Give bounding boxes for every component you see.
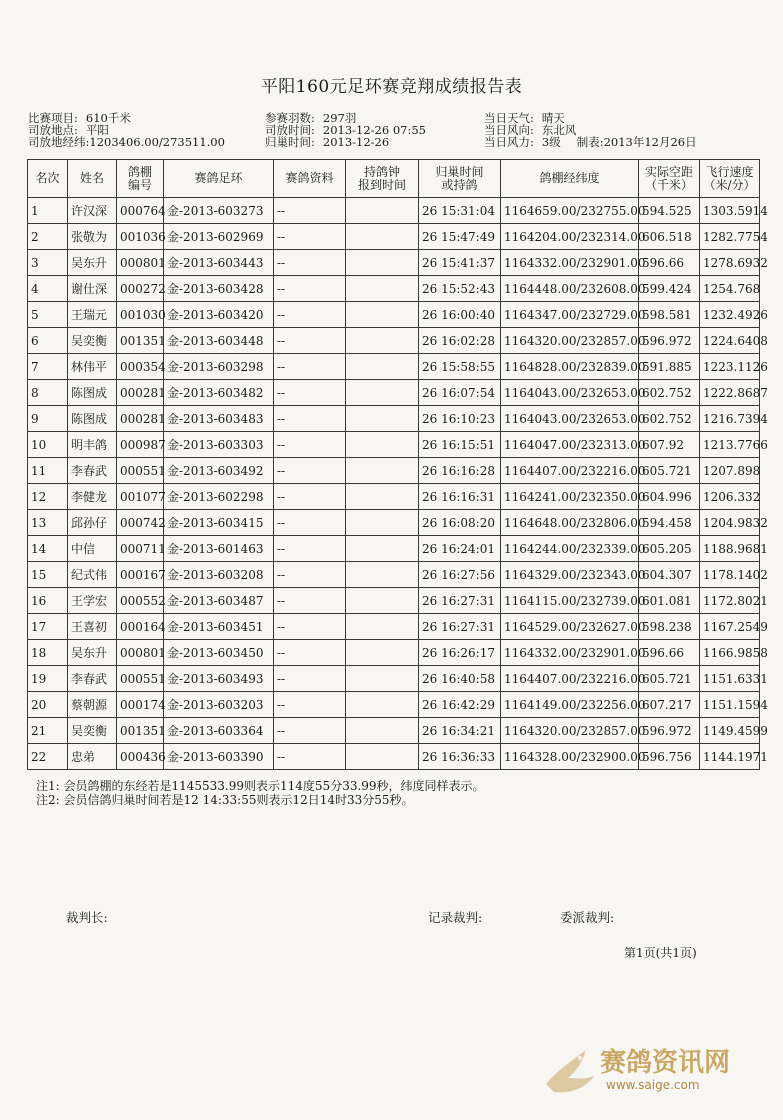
table-cell: 26 16:15:51: [419, 432, 501, 458]
table-cell: 12: [28, 484, 68, 510]
table-cell: [346, 588, 419, 614]
table-cell: 17: [28, 614, 68, 640]
table-cell: 1164115.00/232739.00: [501, 588, 639, 614]
table-cell: 1254.768: [700, 276, 760, 302]
watermark-logo: [540, 1036, 760, 1106]
table-cell: --: [274, 562, 346, 588]
table-cell: 18: [28, 640, 68, 666]
table-cell: 1178.1402: [700, 562, 760, 588]
table-cell: 4: [28, 276, 68, 302]
table-cell: --: [274, 666, 346, 692]
table-cell: --: [274, 510, 346, 536]
table-cell: 1164043.00/232653.00: [501, 380, 639, 406]
table-cell: 1164347.00/232729.00: [501, 302, 639, 328]
table-cell: 忠弟: [68, 744, 117, 770]
table-row: [28, 458, 760, 484]
table-cell: 1278.6932: [700, 250, 760, 276]
table-cell: 1188.9681: [700, 536, 760, 562]
column-header: 归巢时间 或持鸽: [419, 160, 501, 198]
table-row: [28, 718, 760, 744]
table-cell: 1204.9832: [700, 510, 760, 536]
table-cell: 596.972: [639, 328, 700, 354]
table-cell: 3: [28, 250, 68, 276]
column-header: 实际空距 （千米）: [639, 160, 700, 198]
table-cell: 金-2013-603428: [164, 276, 274, 302]
table-cell: 607.217: [639, 692, 700, 718]
table-cell: --: [274, 458, 346, 484]
table-cell: 606.518: [639, 224, 700, 250]
table-row: [28, 484, 760, 510]
table-cell: 596.66: [639, 250, 700, 276]
table-cell: --: [274, 302, 346, 328]
table-cell: 000742: [117, 510, 164, 536]
table-row: [28, 302, 760, 328]
table-cell: 金-2013-603298: [164, 354, 274, 380]
table-cell: 明丰鸽: [68, 432, 117, 458]
table-cell: 1282.7754: [700, 224, 760, 250]
table-cell: 金-2013-603493: [164, 666, 274, 692]
info-release-coords: 司放地经纬:1203406.00/273511.00: [28, 135, 225, 149]
table-cell: 1164043.00/232653.00: [501, 406, 639, 432]
table-cell: 26 16:00:40: [419, 302, 501, 328]
table-row: [28, 562, 760, 588]
table-cell: 1232.4926: [700, 302, 760, 328]
table-cell: 598.238: [639, 614, 700, 640]
table-cell: 604.307: [639, 562, 700, 588]
table-row: [28, 250, 760, 276]
table-cell: 000801: [117, 250, 164, 276]
table-cell: 000281: [117, 380, 164, 406]
table-cell: 10: [28, 432, 68, 458]
table-cell: [346, 354, 419, 380]
table-cell: 金-2013-603483: [164, 406, 274, 432]
table-cell: 001351: [117, 328, 164, 354]
table-cell: 26 15:41:37: [419, 250, 501, 276]
watermark-url: www.saige.com: [606, 1078, 700, 1092]
table-cell: 000552: [117, 588, 164, 614]
table-cell: 000764: [117, 198, 164, 224]
table-cell: 1164332.00/232901.00: [501, 640, 639, 666]
column-header: 赛鸽资料: [274, 160, 346, 198]
table-cell: 26 16:36:33: [419, 744, 501, 770]
record-judge-label: 记录裁判:: [428, 910, 483, 925]
table-cell: [346, 484, 419, 510]
table-cell: 26 16:16:28: [419, 458, 501, 484]
table-cell: 26 15:47:49: [419, 224, 501, 250]
table-cell: 605.721: [639, 666, 700, 692]
table-cell: 000987: [117, 432, 164, 458]
table-cell: 599.424: [639, 276, 700, 302]
table-cell: 金-2013-603420: [164, 302, 274, 328]
table-cell: 吴奕衡: [68, 718, 117, 744]
footnotes: [36, 779, 485, 807]
table-cell: --: [274, 692, 346, 718]
table-row: [28, 276, 760, 302]
table-cell: 26 16:27:31: [419, 614, 501, 640]
table-row: [28, 744, 760, 770]
table-cell: --: [274, 406, 346, 432]
table-cell: 1164320.00/232857.00: [501, 328, 639, 354]
table-cell: 1164407.00/232216.00: [501, 666, 639, 692]
table-cell: 1164448.00/232608.00: [501, 276, 639, 302]
column-header: 飞行速度 （米/分）: [700, 160, 760, 198]
table-cell: 000167: [117, 562, 164, 588]
table-row: [28, 354, 760, 380]
table-cell: [346, 328, 419, 354]
table-cell: 1224.6408: [700, 328, 760, 354]
column-header: 持鸽钟 报到时间: [346, 160, 419, 198]
table-cell: 吴东升: [68, 640, 117, 666]
column-header: 姓名: [68, 160, 117, 198]
info-race-item: 比赛项目: 610千米: [28, 111, 131, 125]
table-cell: --: [274, 614, 346, 640]
table-cell: 中信: [68, 536, 117, 562]
table-cell: 1164828.00/232839.00: [501, 354, 639, 380]
table-cell: 000354: [117, 354, 164, 380]
table-cell: 金-2013-603450: [164, 640, 274, 666]
table-cell: 1166.9858: [700, 640, 760, 666]
table-cell: 22: [28, 744, 68, 770]
table-cell: 001077: [117, 484, 164, 510]
table-cell: 邱孙仔: [68, 510, 117, 536]
table-cell: 000281: [117, 406, 164, 432]
table-cell: 金-2013-603492: [164, 458, 274, 484]
table-cell: 000711: [117, 536, 164, 562]
table-cell: 张敬为: [68, 224, 117, 250]
table-row: [28, 510, 760, 536]
table-row: [28, 224, 760, 250]
table-cell: 000551: [117, 666, 164, 692]
table-cell: 000436: [117, 744, 164, 770]
info-wind-force: 当日风力: 3级 制表:2013年12月26日: [484, 135, 697, 149]
table-cell: [346, 614, 419, 640]
table-cell: 1206.332: [700, 484, 760, 510]
footnote-1: 注1: 会员鸽棚的东经若是1145533.99则表示114度55分33.99秒，纬度同样表示。: [36, 779, 485, 793]
table-row: [28, 692, 760, 718]
table-cell: 000164: [117, 614, 164, 640]
table-cell: 1207.898: [700, 458, 760, 484]
table-cell: 000551: [117, 458, 164, 484]
table-cell: 1164149.00/232256.00: [501, 692, 639, 718]
table-cell: 1303.5914: [700, 198, 760, 224]
table-cell: 1144.1971: [700, 744, 760, 770]
info-block-left: [28, 112, 225, 148]
page-number: 第1页(共1页): [624, 946, 697, 960]
table-cell: 605.721: [639, 458, 700, 484]
table-cell: 1216.7394: [700, 406, 760, 432]
table-cell: 14: [28, 536, 68, 562]
column-header: 鸽棚经纬度: [501, 160, 639, 198]
table-cell: [346, 432, 419, 458]
table-cell: 1213.7766: [700, 432, 760, 458]
table-cell: 1222.8687: [700, 380, 760, 406]
table-cell: 26 16:34:21: [419, 718, 501, 744]
watermark-text: 赛鸽资讯网: [600, 1048, 731, 1078]
table-row: [28, 406, 760, 432]
table-cell: [346, 198, 419, 224]
table-cell: [346, 380, 419, 406]
table-cell: [346, 666, 419, 692]
table-cell: 1164329.00/232343.00: [501, 562, 639, 588]
table-cell: 金-2013-603448: [164, 328, 274, 354]
table-cell: 26 16:16:31: [419, 484, 501, 510]
table-cell: 001030: [117, 302, 164, 328]
table-row: [28, 380, 760, 406]
table-cell: 1164241.00/232350.00: [501, 484, 639, 510]
table-cell: 1164047.00/232313.00: [501, 432, 639, 458]
table-cell: 26 16:42:29: [419, 692, 501, 718]
info-block-right: [484, 112, 697, 148]
table-row: [28, 536, 760, 562]
table-cell: 26 16:24:01: [419, 536, 501, 562]
info-block-middle: [265, 112, 426, 148]
table-cell: 5: [28, 302, 68, 328]
table-cell: [346, 640, 419, 666]
table-cell: 金-2013-602969: [164, 224, 274, 250]
table-row: [28, 588, 760, 614]
table-cell: 001351: [117, 718, 164, 744]
table-cell: 1149.4599: [700, 718, 760, 744]
table-cell: [346, 744, 419, 770]
table-cell: --: [274, 640, 346, 666]
column-header: 鸽棚 编号: [117, 160, 164, 198]
table-cell: 591.885: [639, 354, 700, 380]
table-cell: 纪式伟: [68, 562, 117, 588]
table-cell: 594.458: [639, 510, 700, 536]
table-row: [28, 432, 760, 458]
table-cell: 金-2013-603303: [164, 432, 274, 458]
table-cell: 26 16:26:17: [419, 640, 501, 666]
table-cell: 吴奕衡: [68, 328, 117, 354]
table-row: [28, 198, 760, 224]
table-cell: 000272: [117, 276, 164, 302]
table-cell: [346, 250, 419, 276]
table-cell: 1164407.00/232216.00: [501, 458, 639, 484]
table-cell: 1164244.00/232339.00: [501, 536, 639, 562]
table-cell: 王瑞元: [68, 302, 117, 328]
table-cell: 601.081: [639, 588, 700, 614]
table-body: [28, 198, 768, 770]
table-cell: 596.756: [639, 744, 700, 770]
table-cell: 1164320.00/232857.00: [501, 718, 639, 744]
table-cell: 2: [28, 224, 68, 250]
info-wind-direction: 当日风向: 东北风: [484, 123, 577, 137]
table-cell: --: [274, 224, 346, 250]
table-cell: 000801: [117, 640, 164, 666]
table-cell: 林伟平: [68, 354, 117, 380]
table-cell: 13: [28, 510, 68, 536]
table-cell: [346, 302, 419, 328]
column-header: 名次: [28, 160, 68, 198]
table-cell: 金-2013-603443: [164, 250, 274, 276]
table-cell: 26 16:08:20: [419, 510, 501, 536]
table-cell: 1164328.00/232900.00: [501, 744, 639, 770]
table-cell: 李春武: [68, 666, 117, 692]
table-cell: [346, 562, 419, 588]
table-cell: --: [274, 432, 346, 458]
table-cell: --: [274, 588, 346, 614]
table-cell: 陈图成: [68, 406, 117, 432]
table-cell: 李春武: [68, 458, 117, 484]
table-row: [28, 614, 760, 640]
table-cell: 26 15:52:43: [419, 276, 501, 302]
table-cell: [346, 458, 419, 484]
table-cell: 金-2013-603273: [164, 198, 274, 224]
report-title: 平阳160元足环赛竞翔成绩报告表: [260, 77, 523, 97]
table-cell: 吴东升: [68, 250, 117, 276]
table-cell: --: [274, 744, 346, 770]
table-cell: 1: [28, 198, 68, 224]
table-cell: 26 16:27:31: [419, 588, 501, 614]
table-cell: 金-2013-601463: [164, 536, 274, 562]
table-cell: [346, 224, 419, 250]
table-cell: 26 16:40:58: [419, 666, 501, 692]
judge-chief-label: 裁判长:: [66, 910, 108, 925]
table-cell: 1164529.00/232627.00: [501, 614, 639, 640]
table-cell: 6: [28, 328, 68, 354]
table-cell: 607.92: [639, 432, 700, 458]
table-cell: [346, 692, 419, 718]
table-cell: 金-2013-603390: [164, 744, 274, 770]
info-entries: 参赛羽数: 297羽: [265, 111, 357, 125]
table-cell: 19: [28, 666, 68, 692]
table-cell: 金-2013-603203: [164, 692, 274, 718]
info-return-time: 归巢时间: 2013-12-26: [265, 135, 390, 149]
table-cell: 000174: [117, 692, 164, 718]
table-row: [28, 640, 760, 666]
table-cell: 605.205: [639, 536, 700, 562]
table-cell: 李健龙: [68, 484, 117, 510]
table-cell: 陈图成: [68, 380, 117, 406]
table-cell: --: [274, 276, 346, 302]
table-cell: 26 16:02:28: [419, 328, 501, 354]
table-row: [28, 328, 760, 354]
table-cell: 许汉深: [68, 198, 117, 224]
table-cell: 26 16:27:56: [419, 562, 501, 588]
table-cell: --: [274, 484, 346, 510]
assigned-judge-label: 委派裁判:: [560, 910, 615, 925]
table-cell: 1164648.00/232806.00: [501, 510, 639, 536]
table-cell: 21: [28, 718, 68, 744]
table-cell: 金-2013-603487: [164, 588, 274, 614]
results-table: [27, 159, 768, 770]
table-cell: --: [274, 354, 346, 380]
table-cell: 596.66: [639, 640, 700, 666]
column-header: 赛鸽足环: [164, 160, 274, 198]
table-cell: 王学宏: [68, 588, 117, 614]
info-release-time: 司放时间: 2013-12-26 07:55: [265, 123, 426, 137]
table-cell: 1164332.00/232901.00: [501, 250, 639, 276]
table-cell: 9: [28, 406, 68, 432]
table-cell: 1172.8021: [700, 588, 760, 614]
table-cell: 7: [28, 354, 68, 380]
table-cell: 001036: [117, 224, 164, 250]
table-cell: 8: [28, 380, 68, 406]
table-cell: 1164659.00/232755.00: [501, 198, 639, 224]
table-cell: 604.996: [639, 484, 700, 510]
table-cell: --: [274, 380, 346, 406]
table-cell: 王喜初: [68, 614, 117, 640]
table-cell: 金-2013-603451: [164, 614, 274, 640]
table-cell: 602.752: [639, 380, 700, 406]
table-cell: --: [274, 328, 346, 354]
info-release-place: 司放地点: 平阳: [28, 123, 109, 137]
table-cell: --: [274, 250, 346, 276]
table-cell: 594.525: [639, 198, 700, 224]
table-cell: 金-2013-603482: [164, 380, 274, 406]
table-cell: [346, 276, 419, 302]
table-cell: 602.752: [639, 406, 700, 432]
table-cell: 16: [28, 588, 68, 614]
table-cell: 26 16:07:54: [419, 380, 501, 406]
table-cell: 598.581: [639, 302, 700, 328]
table-cell: 金-2013-603208: [164, 562, 274, 588]
table-cell: 金-2013-602298: [164, 484, 274, 510]
table-cell: 11: [28, 458, 68, 484]
table-cell: 谢仕深: [68, 276, 117, 302]
table-cell: 15: [28, 562, 68, 588]
table-cell: --: [274, 718, 346, 744]
table-cell: 金-2013-603364: [164, 718, 274, 744]
pigeon-logo-icon: [540, 1040, 600, 1100]
table-cell: 蔡朝源: [68, 692, 117, 718]
table-cell: 金-2013-603415: [164, 510, 274, 536]
table-cell: --: [274, 198, 346, 224]
table-cell: 1164204.00/232314.00: [501, 224, 639, 250]
table-cell: 1151.1594: [700, 692, 760, 718]
table-cell: [346, 406, 419, 432]
info-weather: 当日天气: 晴天: [484, 111, 565, 125]
table-cell: 26 15:31:04: [419, 198, 501, 224]
footnote-2: 注2: 会员信鸽归巢时间若是12 14:33:55则表示12日14时33分55秒。: [36, 793, 414, 807]
table-cell: 1167.2549: [700, 614, 760, 640]
table-cell: 26 15:58:55: [419, 354, 501, 380]
table-row: [28, 666, 760, 692]
table-cell: 1223.1126: [700, 354, 760, 380]
table-cell: [346, 510, 419, 536]
table-cell: [346, 718, 419, 744]
table-cell: 26 16:10:23: [419, 406, 501, 432]
table-cell: 20: [28, 692, 68, 718]
table-cell: 1151.6331: [700, 666, 760, 692]
table-cell: [346, 536, 419, 562]
table-cell: 596.972: [639, 718, 700, 744]
table-header-row: [28, 160, 760, 198]
table-cell: --: [274, 536, 346, 562]
